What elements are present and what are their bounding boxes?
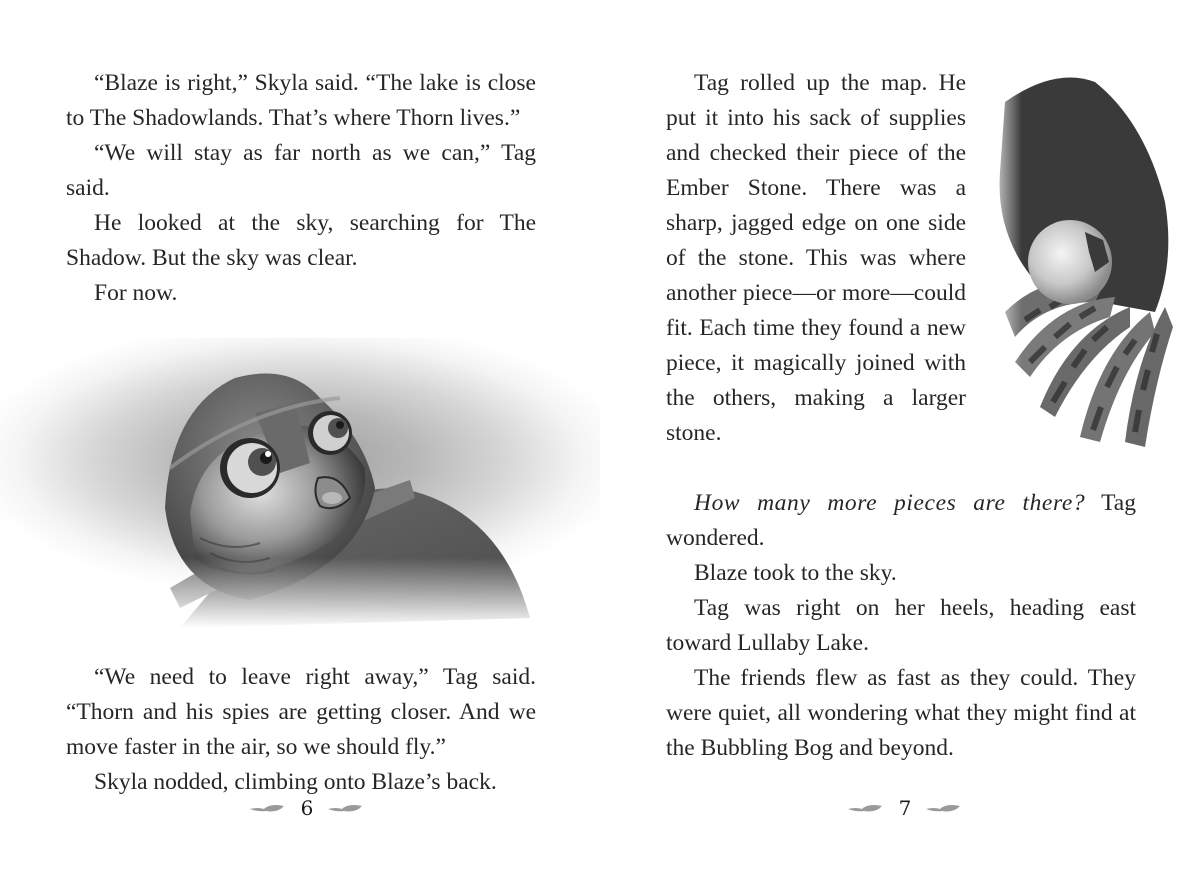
leaf-icon bbox=[848, 802, 884, 814]
paragraph: “We will stay as far north as we can,” Tag said. bbox=[66, 140, 536, 201]
paragraph bbox=[666, 486, 1136, 556]
paragraph: For now. bbox=[94, 280, 178, 306]
paragraph: He looked at the sky, searching for The Shadow. But the sky was clear. bbox=[66, 210, 536, 271]
left-page-bottom-text bbox=[66, 660, 536, 800]
page-number-right bbox=[848, 794, 962, 822]
owl-helmet-illustration bbox=[0, 338, 600, 628]
page-number-left bbox=[250, 794, 364, 822]
leaf-icon bbox=[250, 802, 286, 814]
left-page-top-text bbox=[66, 66, 536, 311]
leaf-icon bbox=[328, 802, 364, 814]
paragraph: “Blaze is right,” Skyla said. “The lake is close to The Shadowlands. That’s where Thorn lives.” bbox=[66, 70, 536, 131]
paragraph: Tag rolled up the map. He put it into his sack of supplies and checked their piece of the Ember Stone. There was a sharp, jagged edge on one side of the stone. This was where another piece—or more—could fit. Each time they found a new piece, it magically joined with the others, making a larger stone. bbox=[666, 70, 966, 446]
page-number: 6 bbox=[300, 796, 314, 820]
owl-wing-stone-illustration bbox=[985, 62, 1190, 452]
right-page-bottom-text bbox=[666, 486, 1136, 766]
page-number: 7 bbox=[898, 796, 912, 820]
paragraph: The friends flew as fast as they could. They were quiet, all wondering what they might find at the Bubbling Bog and beyond. bbox=[666, 665, 1136, 761]
right-page-top-text bbox=[666, 66, 966, 451]
leaf-icon bbox=[926, 802, 962, 814]
paragraph: Tag was right on her heels, heading east toward Lullaby Lake. bbox=[666, 595, 1136, 656]
paragraph: Blaze took to the sky. bbox=[694, 560, 897, 586]
italic-thought: How many more pieces are there? bbox=[694, 490, 1086, 516]
paragraph: Skyla nodded, climbing onto Blaze’s back. bbox=[94, 769, 497, 795]
paragraph: “We need to leave right away,” Tag said. “Thorn and his spies are getting closer. And we move faster in the air, so we should fly.” bbox=[66, 664, 536, 760]
paragraph-rest: Tag wondered. bbox=[666, 490, 1136, 551]
